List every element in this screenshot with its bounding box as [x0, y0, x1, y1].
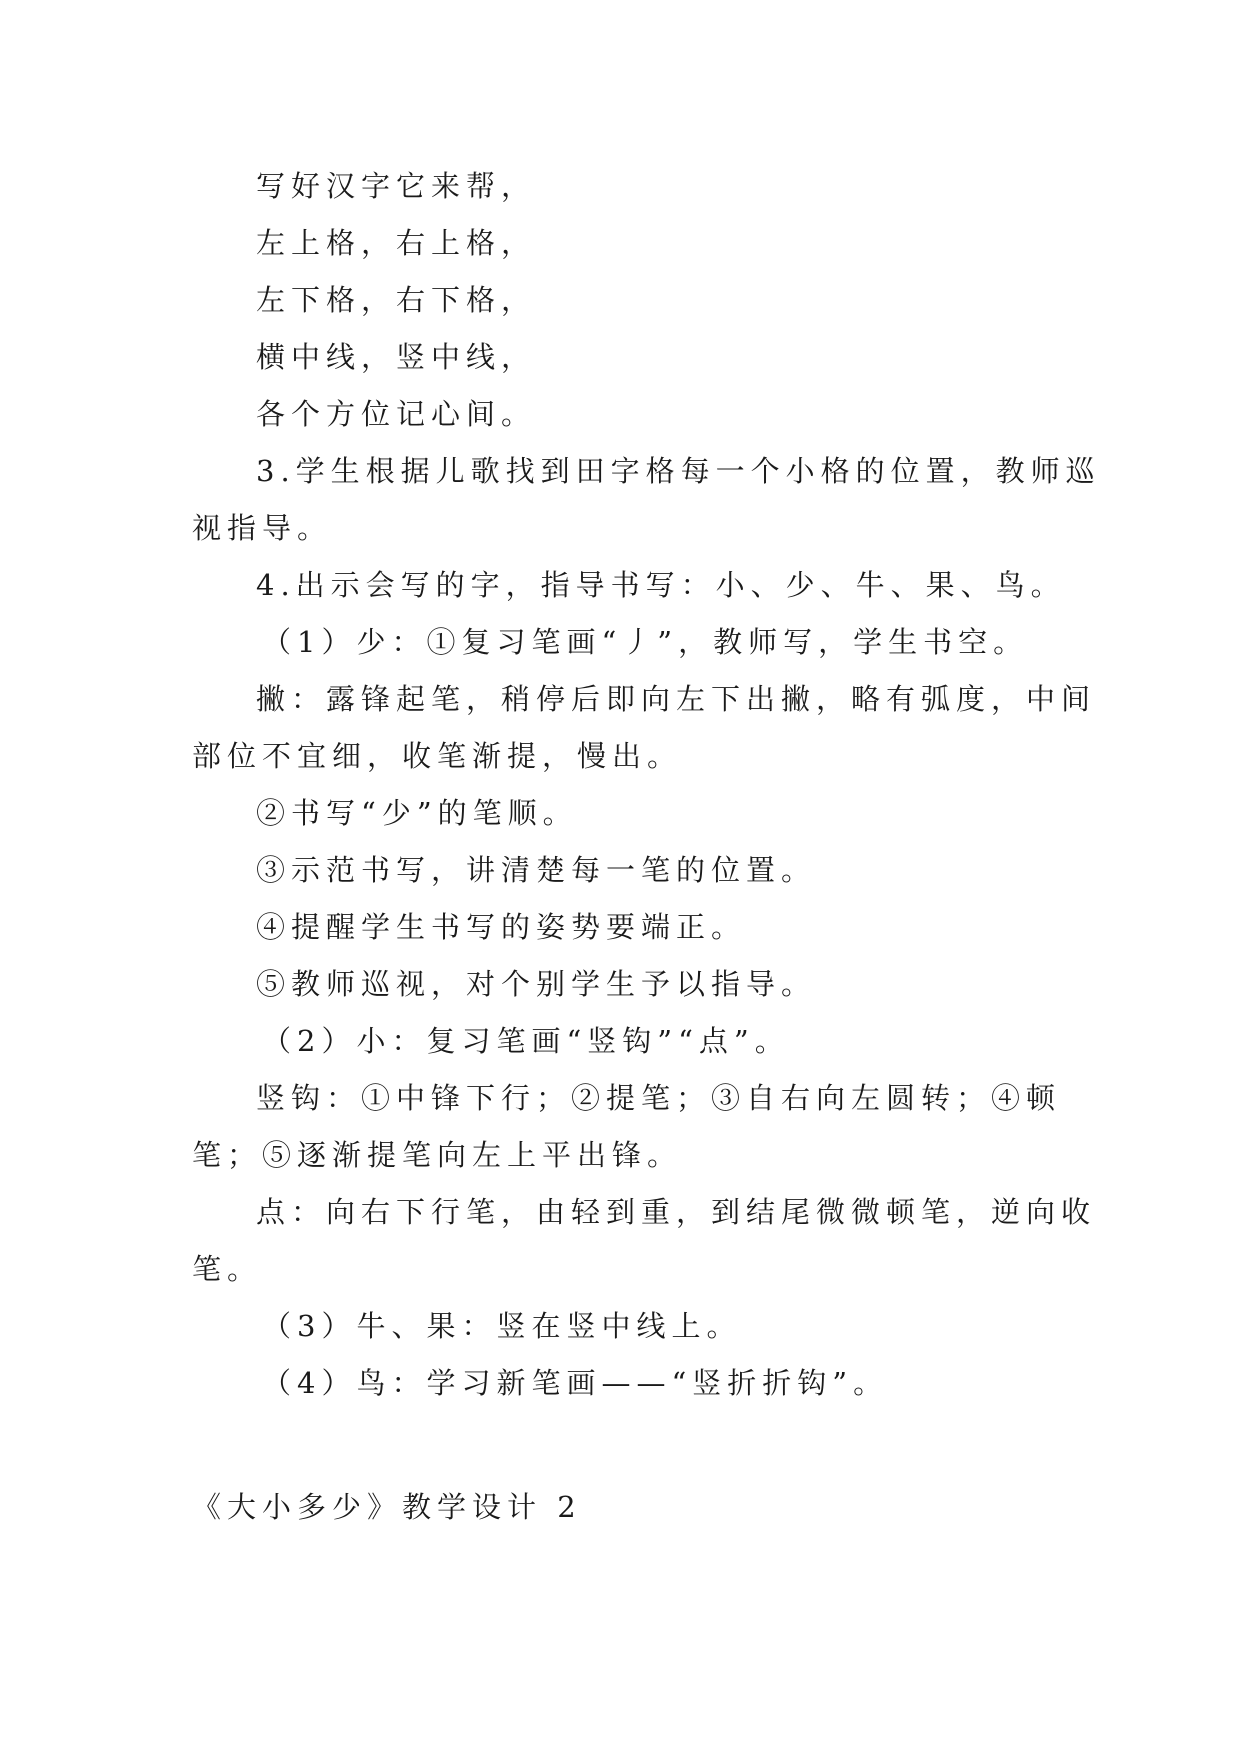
rhyme-line-1: 写好汉字它来帮， [256, 169, 537, 203]
dian-paragraph-cont: 笔。 [192, 1252, 263, 1286]
step-3-paragraph-cont: 视指导。 [192, 511, 333, 545]
rhyme-line-2: 左上格，右上格， [256, 226, 537, 260]
shugou-paragraph-cont: 笔；⑤逐渐提笔向左上平出锋。 [192, 1138, 683, 1172]
step-4-paragraph: 4.出示会写的字，指导书写：小、少、牛、果、鸟。 [256, 568, 1066, 602]
step-3-paragraph: 3.学生根据儿歌找到田字格每一个小格的位置，教师巡 [256, 454, 1101, 488]
item-1-step-4: ④提醒学生书写的姿势要端正。 [256, 910, 747, 944]
pie-stroke-paragraph: 撇：露锋起笔，稍停后即向左下出撇，略有弧度，中间 [256, 682, 1097, 716]
item-2-heading: （2）小：复习笔画“竖钩”“点”。 [262, 1024, 790, 1058]
item-1-step-5: ⑤教师巡视，对个别学生予以指导。 [256, 967, 817, 1001]
item-3-heading: （3）牛、果：竖在竖中线上。 [262, 1309, 742, 1343]
pie-stroke-paragraph-cont: 部位不宜细，收笔渐提，慢出。 [192, 739, 683, 773]
section-title: 《大小多少》教学设计 2 [192, 1490, 582, 1524]
shugou-paragraph: 竖钩：①中锋下行；②提笔；③自右向左圆转；④顿 [256, 1081, 1062, 1115]
rhyme-line-3: 左下格，右下格， [256, 283, 537, 317]
dian-paragraph: 点：向右下行笔，由轻到重，到结尾微微顿笔，逆向收 [256, 1195, 1097, 1229]
item-1-step-3: ③示范书写，讲清楚每一笔的位置。 [256, 853, 817, 887]
item-1-step-2: ②书写“少”的笔顺。 [256, 796, 578, 830]
item-4-heading: （4）鸟：学习新笔画——“竖折折钩”。 [262, 1366, 889, 1400]
item-1-heading: （1）少：①复习笔画“丿”，教师写，学生书空。 [262, 625, 1029, 659]
rhyme-line-5: 各个方位记心间。 [256, 397, 537, 431]
rhyme-line-4: 横中线，竖中线， [256, 340, 537, 374]
